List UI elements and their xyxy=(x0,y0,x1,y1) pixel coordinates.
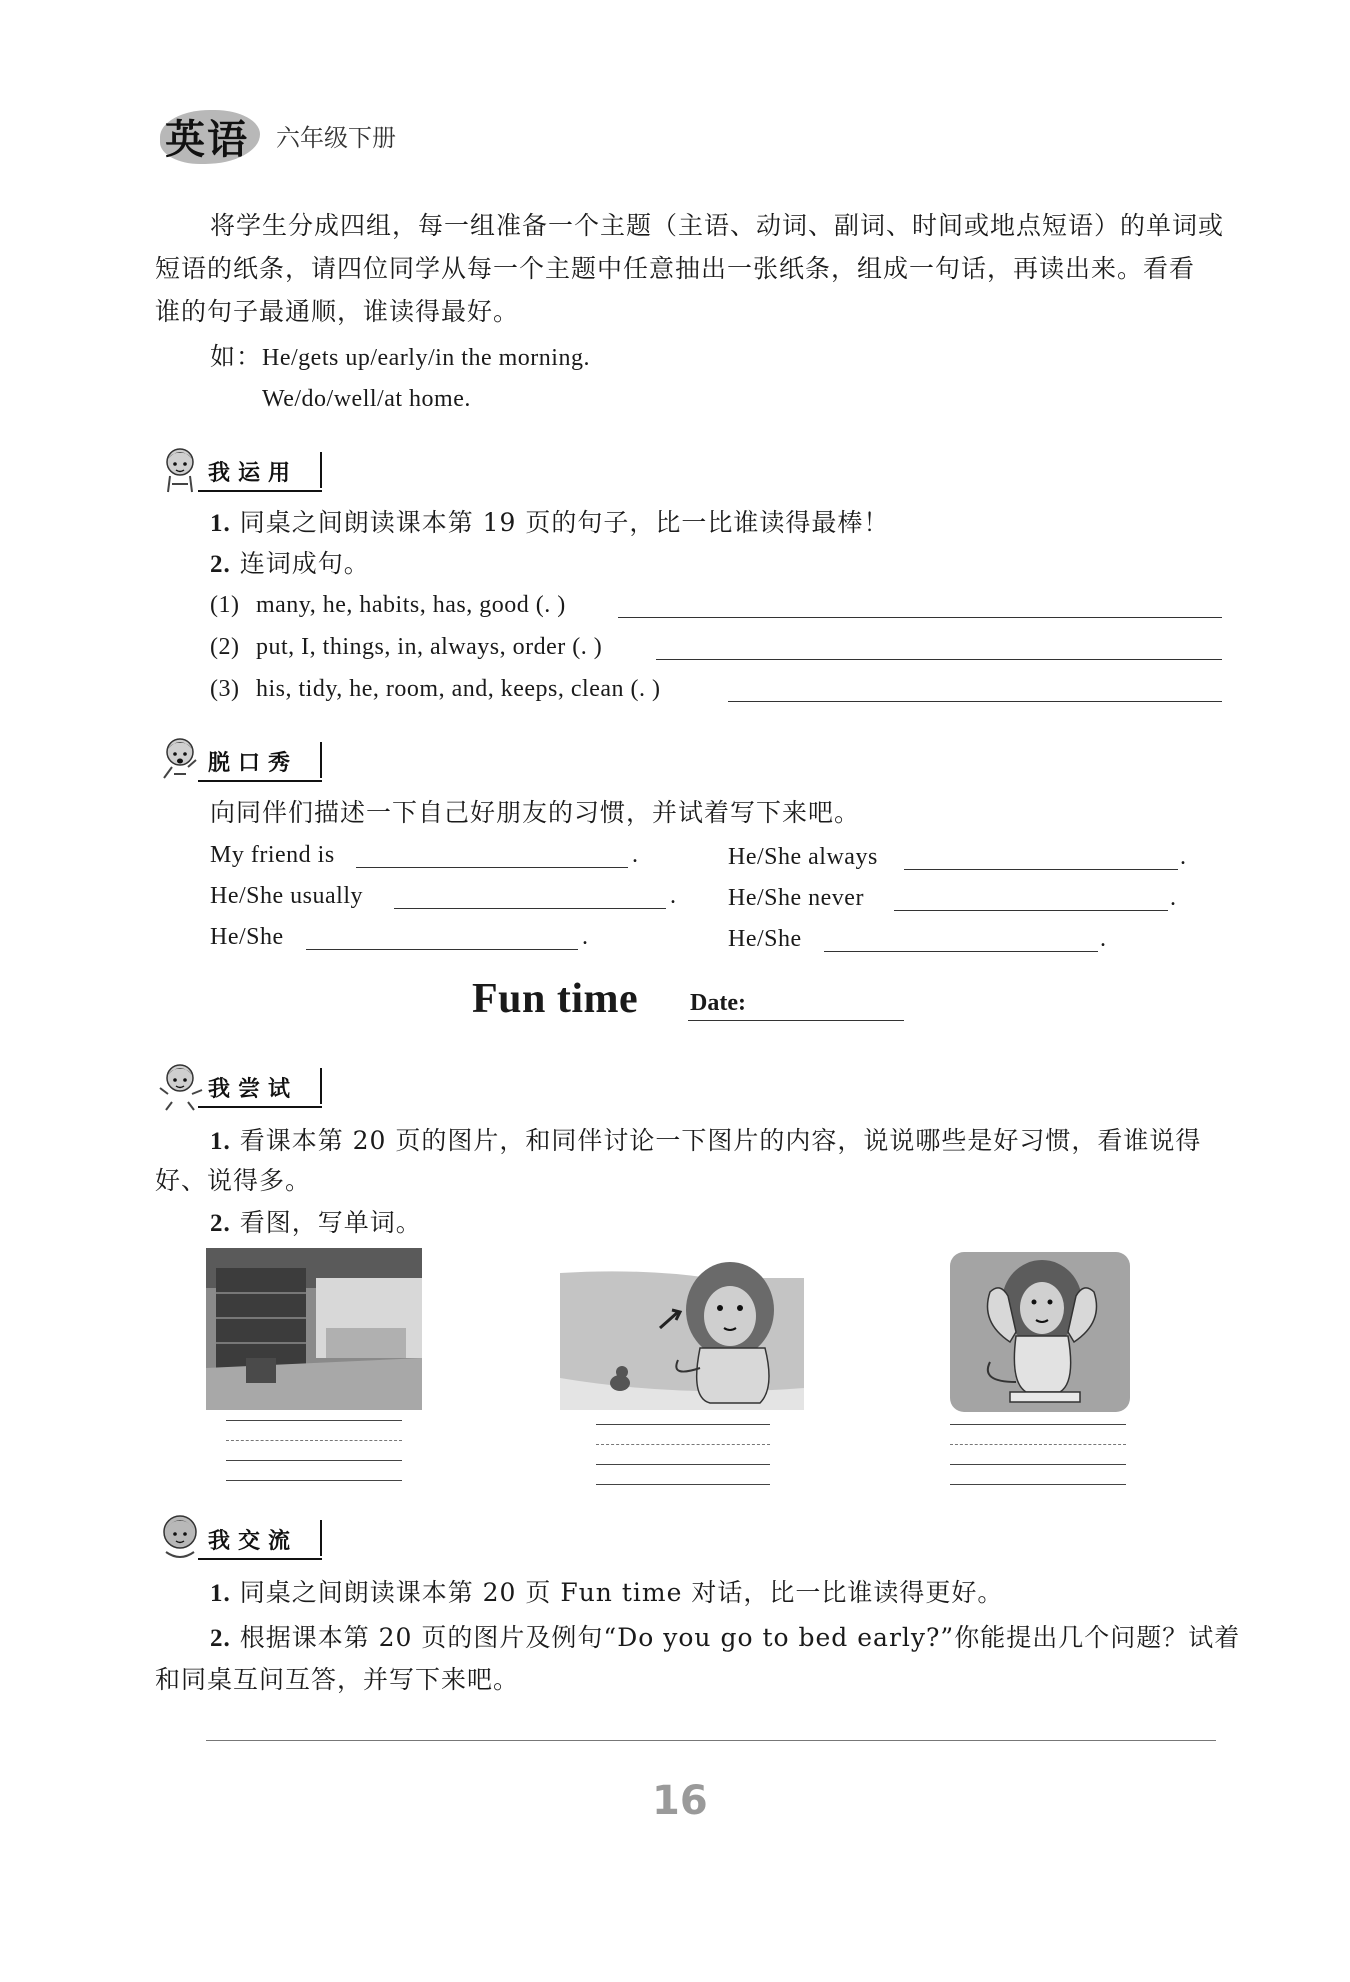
girl-mascot-icon xyxy=(158,734,204,786)
section-header-talk xyxy=(158,742,328,788)
date-label: Date: xyxy=(690,990,746,1016)
friend-answer-line-6[interactable] xyxy=(824,926,1098,952)
question-number: 1. xyxy=(210,1128,231,1155)
answer-line-1[interactable] xyxy=(618,592,1222,618)
date-input-line[interactable] xyxy=(688,1020,904,1021)
question-text: 根据课本第 20 页的图片及例句“Do you go to bed early?”你能提出几个问题？试着 xyxy=(239,1623,1241,1652)
word-line[interactable] xyxy=(226,1420,402,1421)
question-number: 1. xyxy=(210,510,231,537)
period: . xyxy=(1100,926,1107,952)
apply-question-2 xyxy=(210,547,370,582)
section-header-share xyxy=(158,1520,328,1566)
item-words: many, he, habits, has, good (. ) xyxy=(255,592,566,618)
section-underline xyxy=(198,490,322,492)
intro-line-1: 将学生分成四组，每一组准备一个主题（主语、动词、副词、时间或地点短语）的单词或 xyxy=(210,211,1225,240)
period: . xyxy=(670,883,677,909)
apply-question-1 xyxy=(210,506,889,541)
period: . xyxy=(1180,844,1187,870)
word-line[interactable] xyxy=(596,1424,770,1425)
word-line[interactable] xyxy=(950,1424,1126,1425)
try-question-2 xyxy=(210,1206,422,1241)
talk-instruction: 向同伴们描述一下自己好朋友的习惯，并试着写下来吧。 xyxy=(210,798,861,827)
section-title-try: 我尝试 xyxy=(208,1077,299,1102)
section-header-apply xyxy=(158,452,328,498)
subject-logo: 英语 xyxy=(165,117,249,163)
section-divider xyxy=(320,1068,322,1104)
friend-prompt-4: He/She always xyxy=(728,844,878,870)
period: . xyxy=(632,842,639,868)
question-text: 同桌之间朗读课本第 20 页 Fun time 对话，比一比谁读得更好。 xyxy=(239,1578,1004,1607)
friend-prompt-3: He/She xyxy=(210,924,284,950)
friend-answer-line-5[interactable] xyxy=(894,885,1168,911)
word-line-dashed xyxy=(596,1444,770,1445)
try-question-1 xyxy=(210,1124,1201,1159)
tidy-room-photo xyxy=(206,1248,422,1410)
section-underline xyxy=(198,1106,322,1108)
answer-line-2[interactable] xyxy=(656,634,1222,660)
period: . xyxy=(582,924,589,950)
item-number: (2) xyxy=(210,634,240,660)
question-text: 连词成句。 xyxy=(239,549,370,578)
word-line[interactable] xyxy=(226,1460,402,1461)
strong-lion-cartoon xyxy=(950,1252,1130,1412)
example-sentence-2: We/do/well/at home. xyxy=(262,386,471,412)
word-line-dashed xyxy=(950,1444,1126,1445)
word-line[interactable] xyxy=(596,1484,770,1485)
funtime-title: Fun time xyxy=(472,976,639,1022)
lion-and-mouse-cartoon xyxy=(560,1248,804,1410)
share-question-2 xyxy=(210,1621,1240,1656)
word-line-dashed xyxy=(226,1440,402,1441)
reorder-item-1 xyxy=(210,588,566,622)
example-block xyxy=(210,340,590,375)
question-number: 2. xyxy=(210,1210,231,1237)
girl-mascot-icon xyxy=(158,444,204,496)
example-label: 如： xyxy=(210,342,263,371)
reorder-item-3 xyxy=(210,672,661,706)
section-divider xyxy=(320,742,322,778)
period: . xyxy=(1170,885,1177,911)
question-text: 同桌之间朗读课本第 19 页的句子，比一比谁读得最棒！ xyxy=(239,508,890,537)
word-line[interactable] xyxy=(226,1480,402,1481)
share-question-2-cont: 和同桌互问互答，并写下来吧。 xyxy=(155,1665,520,1694)
girl-mascot-icon xyxy=(158,1060,204,1112)
page-number: 16 xyxy=(652,1778,708,1824)
section-underline xyxy=(198,780,322,782)
writing-line[interactable] xyxy=(206,1740,1216,1741)
example-sentence-1: He/gets up/early/in the morning. xyxy=(262,345,590,371)
answer-line-3[interactable] xyxy=(728,676,1222,702)
intro-line-3: 谁的句子最通顺，谁读得最好。 xyxy=(155,297,520,326)
reorder-item-2 xyxy=(210,630,602,664)
friend-prompt-1: My friend is xyxy=(210,842,335,868)
question-number: 2. xyxy=(210,551,231,578)
share-question-1 xyxy=(210,1576,1003,1611)
word-line[interactable] xyxy=(596,1464,770,1465)
friend-prompt-2: He/She usually xyxy=(210,883,363,909)
friend-answer-line-1[interactable] xyxy=(356,842,628,868)
question-text: 看课本第 20 页的图片，和同伴讨论一下图片的内容，说说哪些是好习惯，看谁说得 xyxy=(239,1126,1202,1155)
friend-answer-line-2[interactable] xyxy=(394,883,666,909)
item-words: his, tidy, he, room, and, keeps, clean (. ) xyxy=(255,676,661,702)
word-line[interactable] xyxy=(950,1484,1126,1485)
section-title-share: 我交流 xyxy=(208,1529,299,1554)
friend-prompt-5: He/She never xyxy=(728,885,864,911)
intro-line-2: 短语的纸条，请四位同学从每一个主题中任意抽出一张纸条，组成一句话，再读出来。看看 xyxy=(155,254,1196,283)
item-number: (1) xyxy=(210,592,240,618)
question-number: 1. xyxy=(210,1580,231,1607)
grade-subtitle: 六年级下册 xyxy=(276,124,396,152)
item-number: (3) xyxy=(210,676,240,702)
section-underline xyxy=(198,1558,322,1560)
section-title-apply: 我运用 xyxy=(208,461,299,486)
question-number: 2. xyxy=(210,1625,231,1652)
section-title-talk: 脱口秀 xyxy=(208,751,299,776)
friend-prompt-6: He/She xyxy=(728,926,802,952)
section-divider xyxy=(320,452,322,488)
girl-mascot-icon xyxy=(158,1512,204,1564)
word-line[interactable] xyxy=(950,1464,1126,1465)
try-question-1-cont: 好、说得多。 xyxy=(155,1166,312,1195)
friend-answer-line-3[interactable] xyxy=(306,924,578,950)
section-header-try xyxy=(158,1068,328,1114)
friend-answer-line-4[interactable] xyxy=(904,844,1178,870)
question-text: 看图，写单词。 xyxy=(239,1208,422,1237)
section-divider xyxy=(320,1520,322,1556)
item-words: put, I, things, in, always, order (. ) xyxy=(255,634,603,660)
